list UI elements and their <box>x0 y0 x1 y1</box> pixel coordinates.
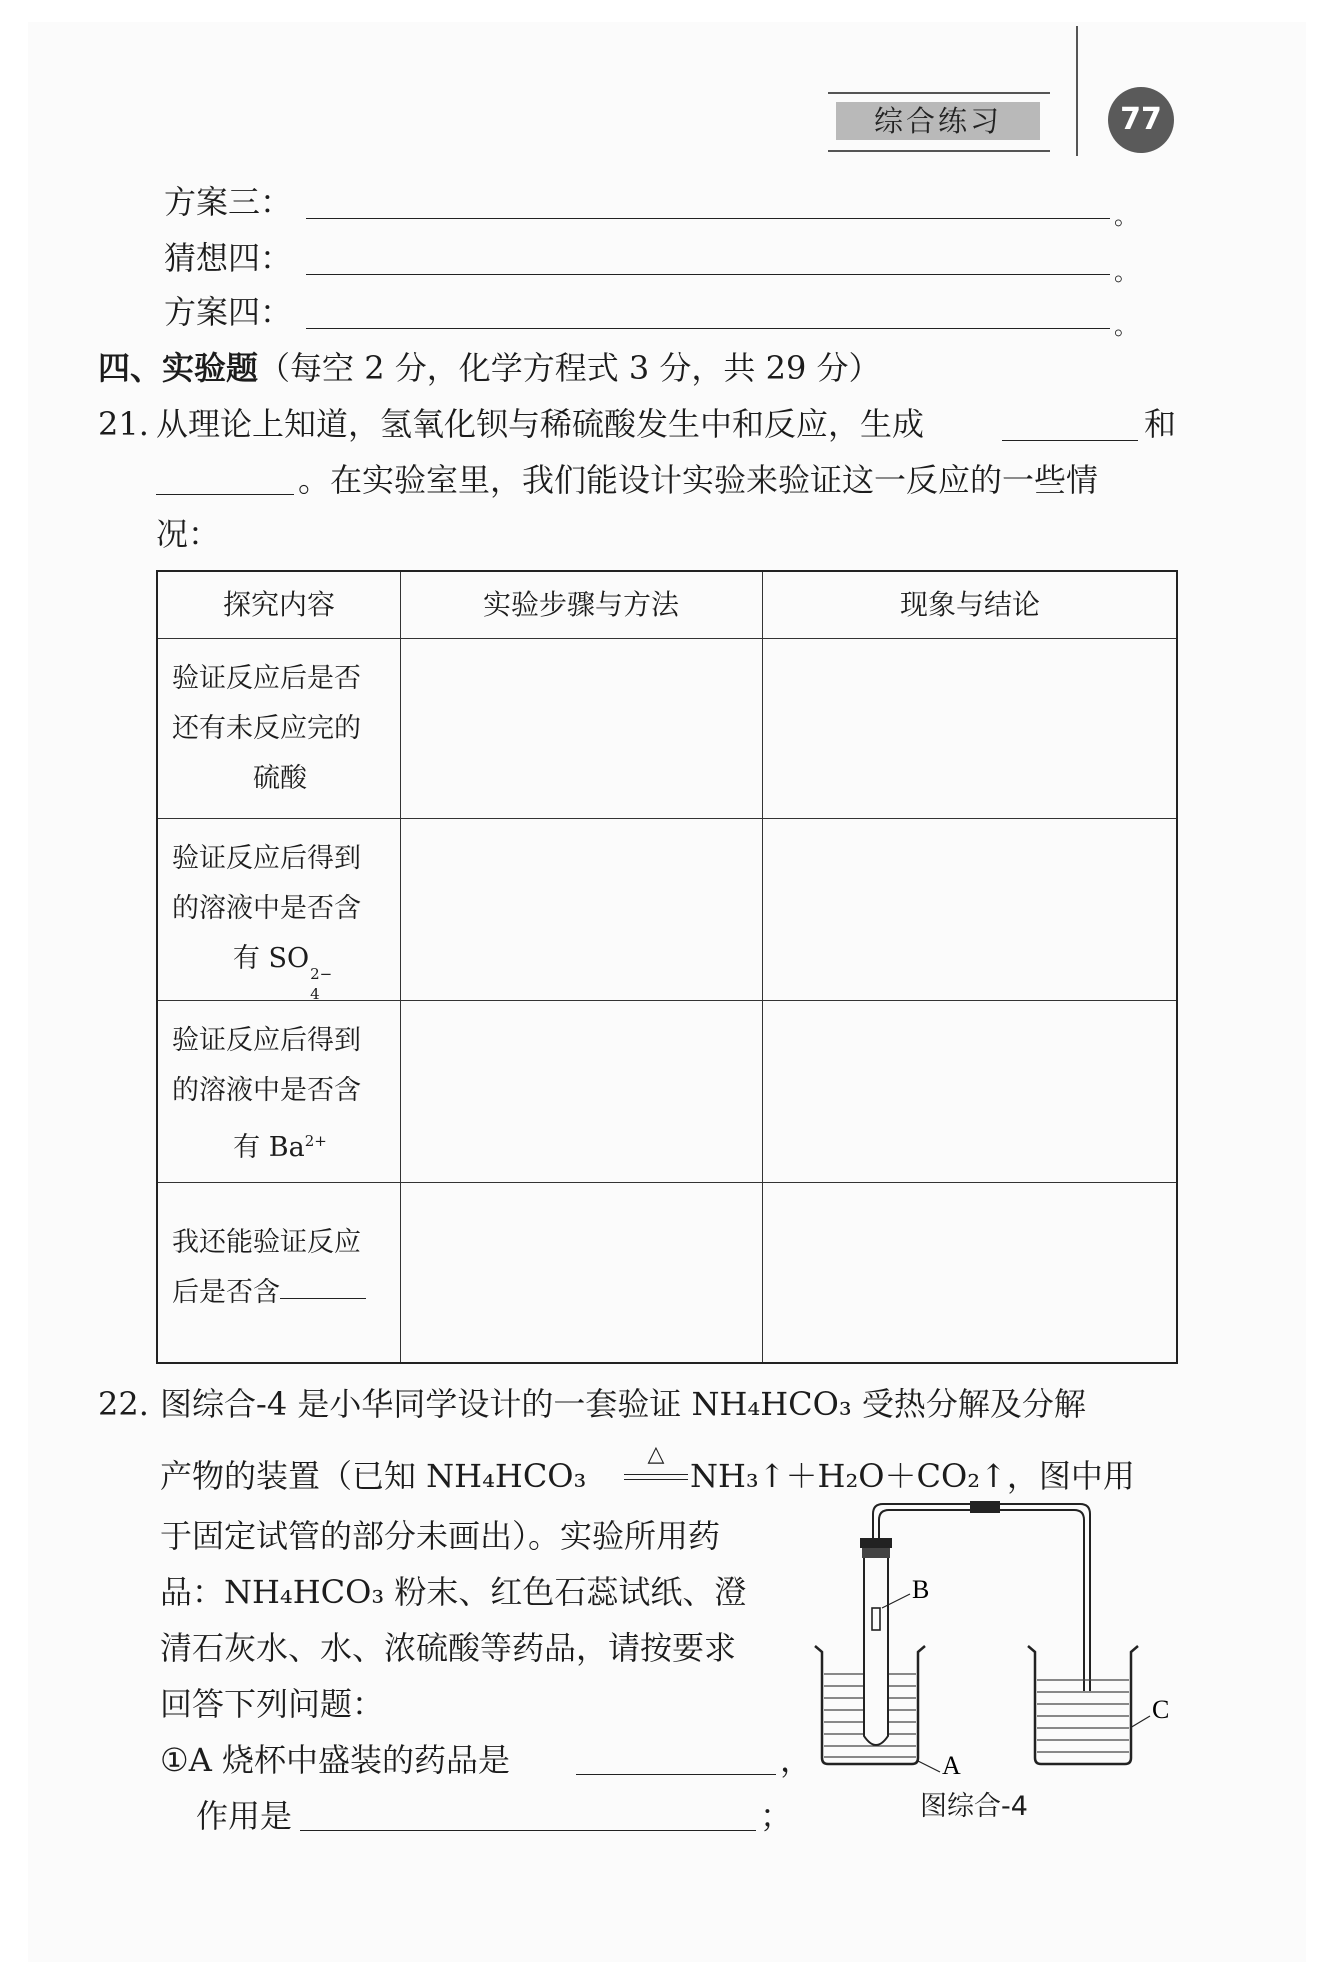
ba-text: 有 Ba <box>233 1132 305 1163</box>
stopper-top <box>860 1538 892 1548</box>
q21-blank-2[interactable] <box>156 494 294 495</box>
test-tube <box>864 1558 888 1745</box>
line-guess4-label: 猜想四： <box>164 239 293 277</box>
so4-text: 有 SO <box>232 943 310 974</box>
row4-blank[interactable] <box>280 1268 366 1299</box>
table-row-divider <box>158 1182 1176 1183</box>
section-title: 四、实验题 <box>98 349 259 387</box>
table-header-results: 现象与结论 <box>899 588 1040 621</box>
q22-sub1-c: 作用是 <box>196 1797 293 1835</box>
header-divider <box>1076 26 1078 156</box>
label-c: C <box>1152 1695 1170 1724</box>
q22-line5: 清石灰水、水、浓硫酸等药品，请按要求 <box>160 1629 737 1667</box>
line-plan4-end: 。 <box>1114 312 1138 340</box>
experiment-table <box>156 570 1178 1364</box>
cell-line: 的溶液中是否含 <box>172 1075 361 1106</box>
q22-line3: 于固定试管的部分未画出）。实验所用药 <box>160 1517 721 1555</box>
tube-outer <box>873 1504 1090 1691</box>
line-plan3-end: 。 <box>1114 202 1138 230</box>
q22-line4: 品：NH₄HCO₃ 粉末、红色石蕊试纸、澄 <box>160 1573 747 1611</box>
stopper-bottom <box>862 1548 890 1558</box>
tube-inner <box>879 1510 1084 1691</box>
table-row4-content <box>158 1218 402 1318</box>
table-col-divider <box>762 572 763 1362</box>
label-b: B <box>912 1575 930 1604</box>
blank-plan4[interactable] <box>306 328 1110 329</box>
q22-blank-purpose[interactable] <box>300 1830 756 1831</box>
q21-blank-1[interactable] <box>1002 440 1138 441</box>
blank-guess4[interactable] <box>306 274 1110 275</box>
blank-plan3[interactable] <box>306 218 1110 219</box>
eq-line-top <box>624 1474 688 1475</box>
section-heading <box>98 348 881 388</box>
q21-line1: 从理论上知道，氢氧化钡与稀硫酸发生中和反应，生成 <box>156 405 925 443</box>
q22-sub1-a: ①A 烧杯中盛装的药品是 <box>160 1741 510 1779</box>
row4-text: 后是否含 <box>172 1277 280 1308</box>
q22-sub1-b: ， <box>780 1741 813 1779</box>
so4-charge: 2− <box>310 965 333 983</box>
section-header-frame <box>828 92 1050 152</box>
q22-blank-drug[interactable] <box>576 1774 776 1775</box>
q22-line1: 图综合-4 是小华同学设计的一套验证 NH₄HCO₃ 受热分解及分解 <box>160 1385 1086 1423</box>
cell-line-so4 <box>172 934 402 1003</box>
cell-line: 我还能验证反应 <box>172 1227 361 1258</box>
figure-caption: 图综合-4 <box>920 1791 1028 1822</box>
cell-line: 硫酸 <box>253 763 307 794</box>
q22-line2b: NH₃↑＋H₂O＋CO₂↑，图中用 <box>690 1457 1135 1495</box>
cell-line: 验证反应后得到 <box>172 1025 361 1056</box>
label-a: A <box>942 1751 961 1776</box>
heat-symbol: △ <box>647 1442 665 1467</box>
label-a-pointer <box>918 1761 940 1772</box>
q22-line6: 回答下列问题： <box>160 1685 385 1723</box>
cell-line <box>172 1268 402 1318</box>
line-plan4-label: 方案四： <box>164 293 293 331</box>
section-label: 综合练习 <box>836 102 1040 140</box>
q21-line3: 况： <box>156 515 221 553</box>
table-row-divider <box>158 818 1176 819</box>
table-header-content: 探究内容 <box>222 588 335 621</box>
q21-number: 21. <box>98 405 149 443</box>
section-note: （每空 2 分，化学方程式 3 分，共 29 分） <box>258 349 881 387</box>
table-row2-content <box>158 834 402 1003</box>
table-row-divider <box>158 638 1176 639</box>
q22-line2a: 产物的装置（已知 NH₄HCO₃ <box>160 1457 587 1495</box>
line-guess4-end: 。 <box>1114 258 1138 286</box>
apparatus-figure <box>800 1496 1200 1776</box>
tube-joint <box>970 1501 1000 1513</box>
ba-charge: 2+ <box>304 1132 327 1150</box>
cell-line: 还有未反应完的 <box>172 713 361 744</box>
q22-sub1-d: ； <box>760 1797 793 1835</box>
table-header-steps: 实验步骤与方法 <box>482 588 679 621</box>
cell-line-ba <box>172 1116 402 1173</box>
cell-line: 的溶液中是否含 <box>172 893 361 924</box>
page-number: 77 <box>1108 87 1174 153</box>
line-plan3-label: 方案三： <box>164 183 293 221</box>
cell-line: 验证反应后是否 <box>172 663 361 694</box>
q21-line2: 。在实验室里，我们能设计实验来验证这一反应的一些情 <box>298 461 1099 499</box>
cell-line: 验证反应后得到 <box>172 843 361 874</box>
so4-subscript: 4 <box>310 985 320 1003</box>
q22-number: 22. <box>98 1385 149 1423</box>
label-c-pointer <box>1130 1716 1150 1728</box>
q21-and: 和 <box>1144 405 1177 443</box>
table-row1-content <box>158 654 402 804</box>
table-row3-content <box>158 1016 402 1173</box>
eq-line-bottom <box>624 1479 688 1480</box>
